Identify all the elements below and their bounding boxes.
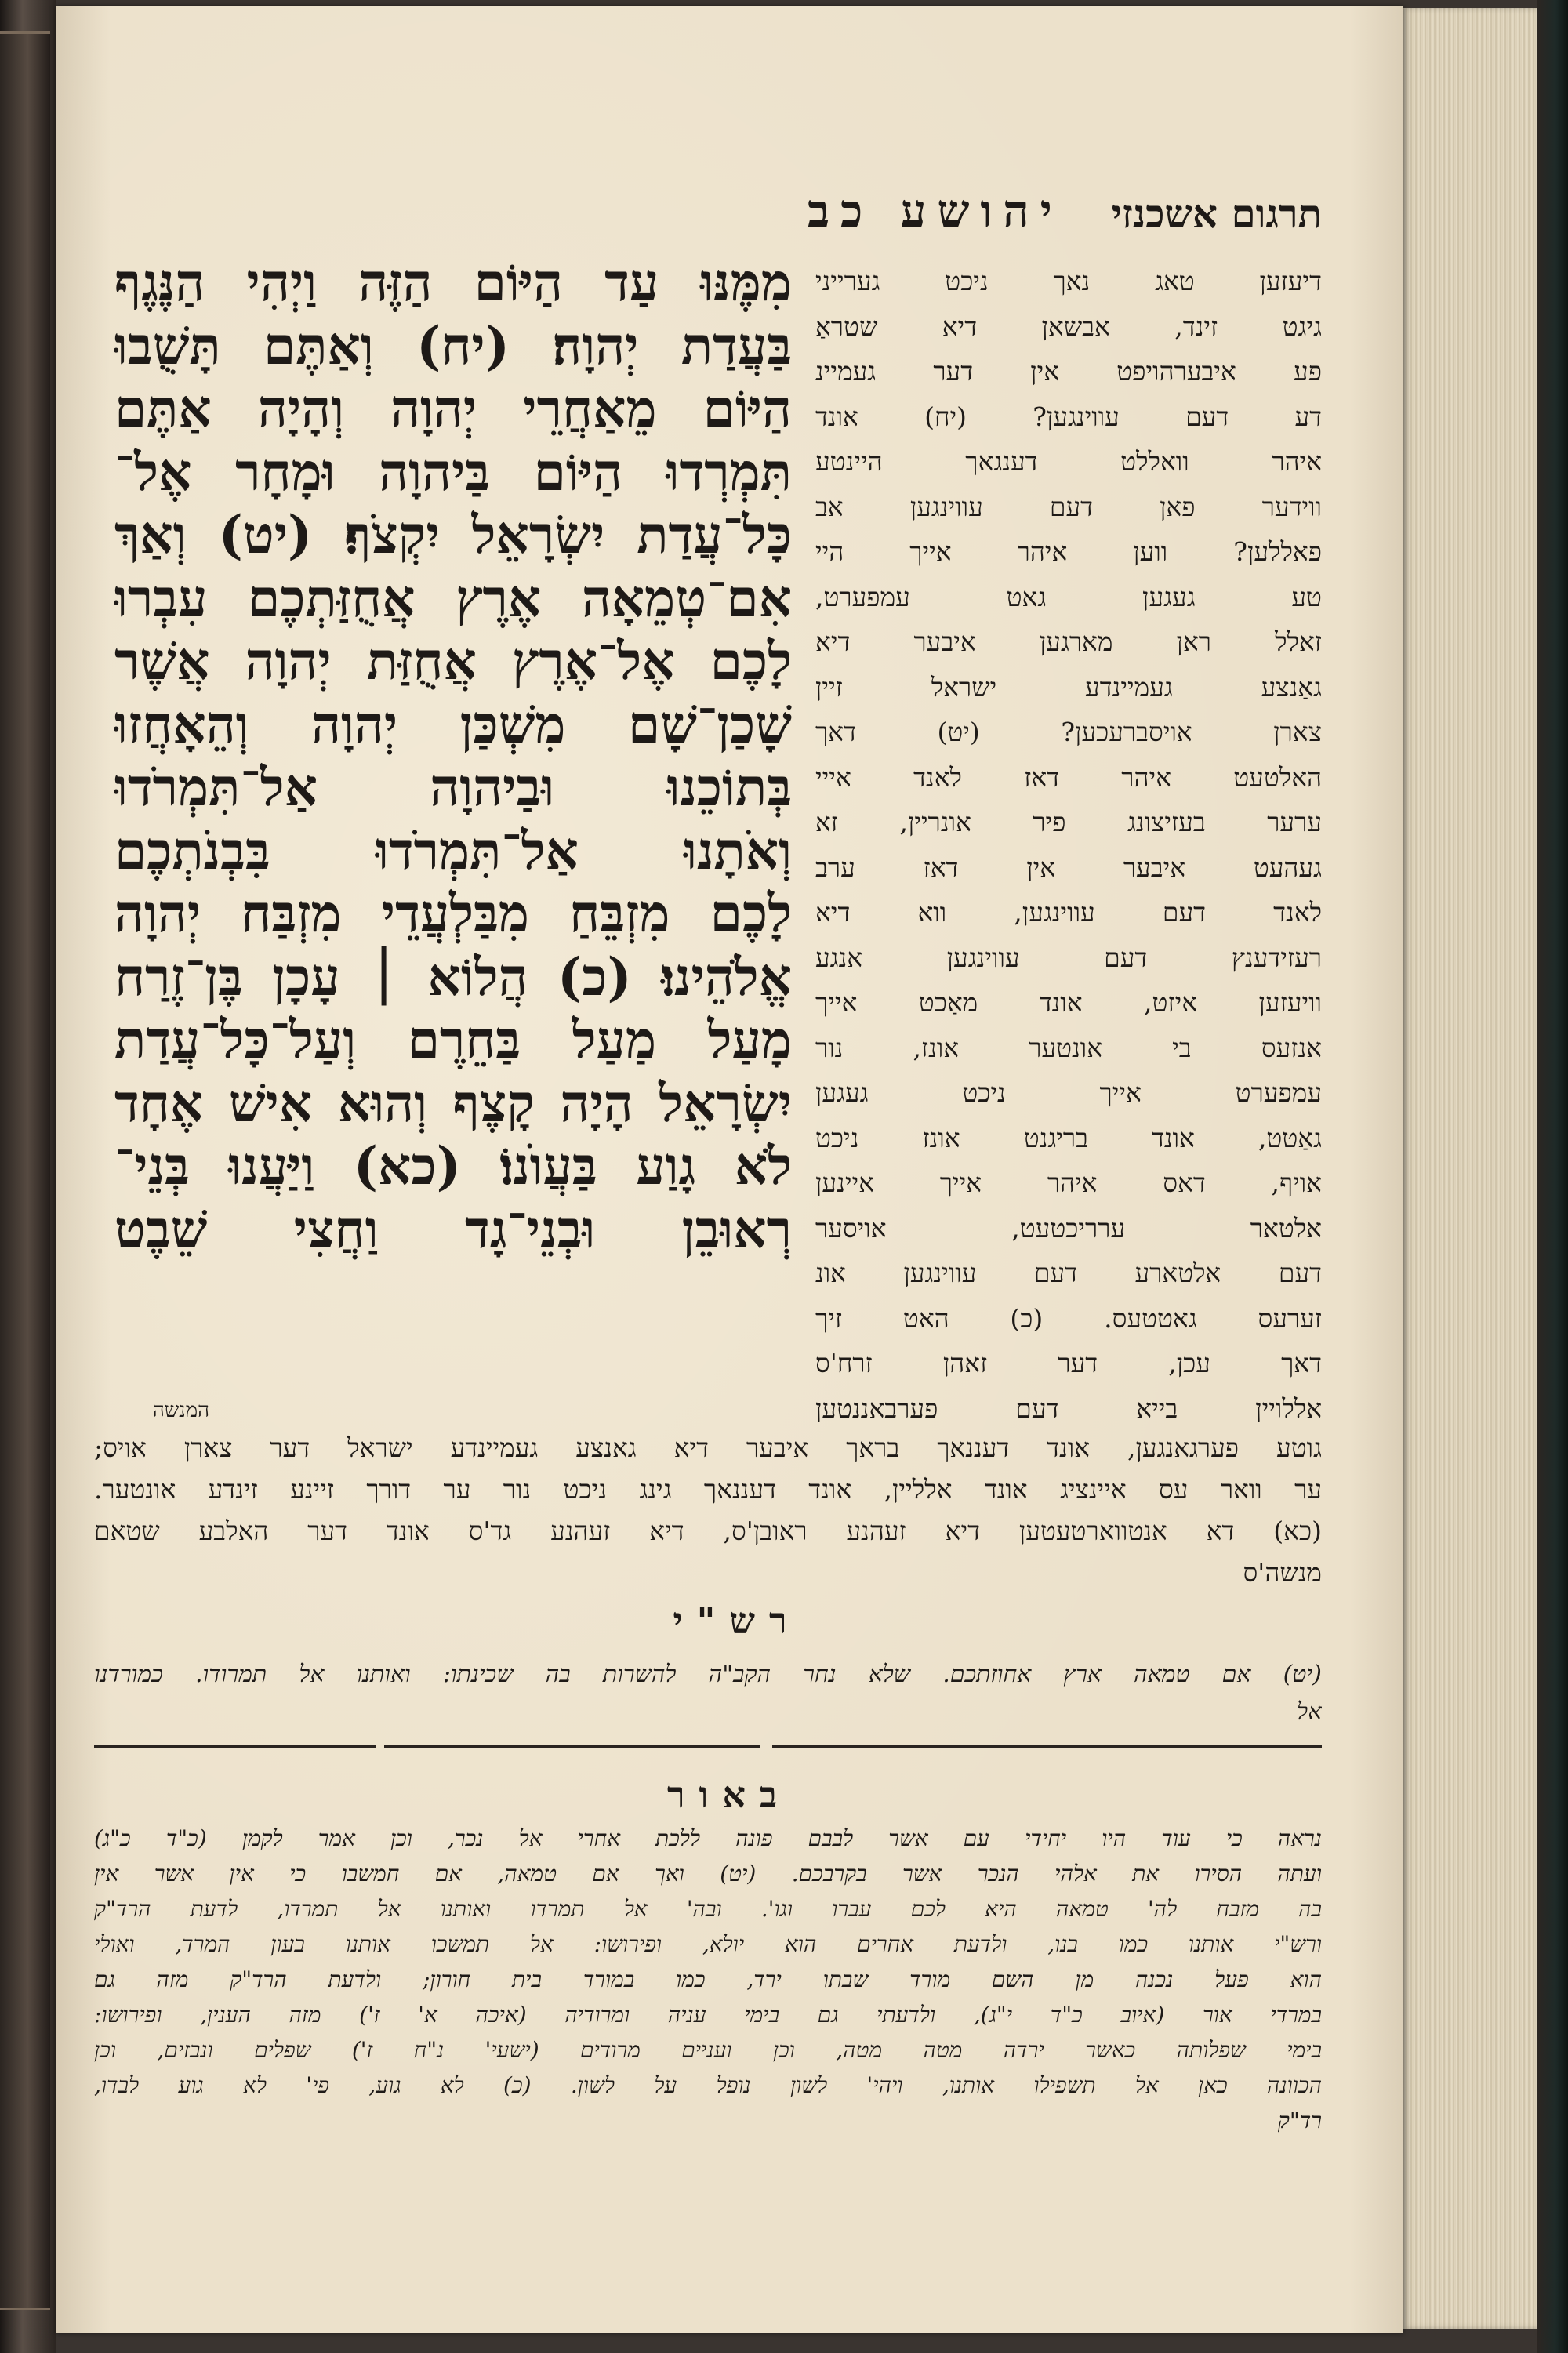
translation-line: דיעזען טאג נאך ניכט גערייני [815,266,1322,296]
translation-line: ווידער פאן דעם עווינגען אב [815,491,1322,522]
translation-line: צארן אויסברעכען? (יט) דאך [815,717,1322,747]
biur-line: הוא פעל נכנה מן השם מורד שבתו ירד, כמו במורד בית חורון; ולדעת הרד"ק מזה גם [94,1966,1322,1992]
translation-continuation [94,1427,1322,1593]
rashi-title: רש"י [673,1600,801,1642]
translation-line: דע דעם עווינגען? (יח) אונד [815,401,1322,432]
divider-rule [384,1745,760,1748]
translation-line: זערעס גאטטעס. (כ) האט זיך [815,1302,1322,1334]
main-text-line: לָכֶם מִזְבֵּחַ מִבַּלְעֲדֵי מִזְבַּח יְהוָה [114,883,792,944]
translation-line: לאנד דעם עווינגען, ווא דיא [815,897,1322,928]
running-head-book-chapter: יהושע כב [808,184,1063,238]
main-text-line: לֹא גָוַע בַּעֲוֺנוֹ׃ (כא) וַיַּעֲנוּ בְּנֵי־ [114,1135,792,1196]
biur-line: במרדי אור (איוב כ"ד י"ג), ולדעתי גם בימי עניה ומרודיה (איכה א' ז') מזה הענין, ופירושו: [94,2002,1322,2028]
rashi-line: אל [1296,1698,1322,1726]
main-text-line: מָעַל מַעַל בַּחֵרֶם וְעַל־כָּל־עֲדַת [114,1009,792,1070]
catchword: המנשה [152,1399,210,1422]
main-text-line: בְּתוֹכֵנוּ וּבַיהוָה אַל־תִּמְרֹדוּ [114,757,792,818]
main-text-line: אֱלֹהֵינוּ׃ (כ) הֲלוֹא ׀ עָכָן בֶּן־זֶרַח [114,946,792,1008]
translation-line: דאך עכן, דער זאהן זרח'ס [815,1348,1322,1378]
divider-rule [94,1745,376,1748]
main-hebrew-column [114,251,792,1261]
translation-line: אויף, דאס איהר אייך איינען [815,1167,1322,1198]
biur-line: בה מזבח לה' טמאה היא לכם עברו וגו'. ובה' אל תמרדו ואותנו אל תמרדו, לדעת הרד"ק [94,1896,1322,1922]
main-text-line: כָּל־עֲדַת יִשְׂרָאֵל יִקְצֹף׃ (יט) וְאַךְ [114,504,792,565]
divider-rule [772,1745,1322,1748]
translation-line: וויעזען איזט, אונד מאַכט אייך [815,987,1322,1018]
translation-line: געהעט איבער אין דאז ערב [815,852,1322,883]
translation-line: רעזידענץ דעם עווינגען אנגע [815,942,1322,973]
translation-line: זאלל ראן מארגען איבער דיא [815,626,1322,657]
translation-line: אללויין בייא דעם פערבאננטען [815,1393,1322,1424]
translation-line: גיגט זינד, אבשאן דיא שטראַ [815,310,1322,342]
main-text-line: שָׁכַן־שָׁם מִשְׁכַּן יְהוָה וְהֵאָחֲזוּ [114,693,792,755]
biur-line: רד"ק [1277,2108,1322,2133]
main-text-line: יִשְׂרָאֵל הָיָה קָצֶף וְהוּא אִישׁ אֶחָד [114,1072,792,1134]
main-text-line: לָכֶם אֶל־אֶרֶץ אֲחֻזַּת יְהוָה אֲשֶׁר [114,630,792,692]
translation-full-line: ער וואר עס איינציג אונד אלליין, אונד דעננאך גינג ניכט נור ער דורך זיינע זינדע אונטער. [94,1474,1322,1505]
main-text-line: מִמֶּנּוּ עַד הַיּוֹם הַזֶּה וַיְהִי הַנֶּגֶף [114,252,792,313]
rashi-line: (יט) אם טמאה ארץ אחוזתכם. שלא נחר הקב"ה להשרות בה שכינתו: ואותנו אל תמרודו. כמורדנו [94,1661,1322,1688]
biur-commentary [94,1821,1322,2138]
translation-line: אלטאר ערריכטעט, אויסער [815,1212,1322,1244]
running-head-translation: תרגום אשכנזי [1111,191,1322,237]
book-cover-right [1537,0,1568,2353]
translation-full-line: (כא) דא אנטווארטעטען דיא זעהנע ראובן'ס, דיא זעהנע גד'ס אונד דער האלבע שטאם [94,1516,1322,1546]
main-text-line: רְאוּבֵן וּבְנֵי־גָד וַחֲצִי שֵׁבֶט [114,1198,792,1260]
translation-full-line: מנשה'ס [1243,1557,1322,1588]
translation-line: גאַנצע געמיינדע ישראל זיין [815,671,1322,703]
translation-line: טע געגען גאט עמפערט, [815,581,1322,612]
translation-line: האלטעט איהר דאז לאנד אייי [815,761,1322,793]
main-text-line: בַּעֲדַת יְהוָה׃ (יח) וְאַתֶּם תָּשֻׁבוּ [114,314,792,376]
translation-column [815,259,1322,1431]
translation-line: אנזעס בי אונטער אונז, נור [815,1032,1322,1063]
translation-line: ערער בעזיצונג פיר אונריין, זא [815,807,1322,837]
biur-title: באור [666,1774,792,1816]
translation-line: פאללען? ווען איהר אייך היי [815,536,1322,567]
biur-line: ורש"י אותנו כמו בנו, ולדעת אחרים הוא יולא, ופירושו: אל תמשכו אותנו בעון המרד, ואולי [94,1931,1322,1957]
translation-line: דעם אלטארע דעם עווינגען אונ [815,1258,1322,1288]
cover-binding [0,31,50,2310]
translation-line: גאַטט, אונד בריגנט אונז ניכט [815,1122,1322,1153]
page-edges [1403,8,1537,2329]
translation-line: איהר וואללט דענגאך היינטע [815,446,1322,477]
translation-full-line: גוטע פערגאנגען, אונד דעננאך בראך איבער דיא גאנצע געמיינדע ישראל דער צארן אויס; [94,1432,1322,1463]
translation-line: פע איבערהויפט אין דער געמיינ [815,356,1322,387]
biur-line: ועתה הסירו את אלהי הנכר אשר בקרבכם. (יט) ואך אם טמאה, אם חמשבו כי אין אשר אין [94,1861,1322,1886]
rashi-commentary [94,1656,1322,1731]
biur-line: נראה כי עוד היו יחידי עם אשר לבבם פונה ללכת אחרי אל נכר, וכן אמר לקמן (כ"ד כ"ג) [94,1825,1322,1851]
book-cover-left [0,0,56,2353]
main-text-line: וְאֹתָנוּ אַל־תִּמְרֹדוּ בִּבְנֹתְכֶם [114,819,792,881]
main-text-line: הַיּוֹם מֵאַחֲרֵי יְהוָה וְהָיָה אַתֶּם [114,378,792,439]
main-text-line: תִּמְרְדוּ הַיּוֹם בַּיהוָה וּמָחָר אֶל־ [114,441,792,503]
main-text-line: אִם־טְמֵאָה אֶרֶץ אֲחֻזַּתְכֶם עִבְרוּ [114,567,792,629]
translation-line: עמפערט אייך ניכט געגען [815,1077,1322,1108]
biur-line: בימי שפלותה כאשר ירדה מטה מטה, וכן ועניים מרודים (ישעי' נ"ח ז') שפלים ונבזים, וכן [94,2037,1322,2063]
biur-line: הכוונה כאן אל תשפילו אותנו, ויהי' לשון נופל על לשון. (כ) לא גוע, פי' לא גוע לבדו, [94,2072,1322,2098]
